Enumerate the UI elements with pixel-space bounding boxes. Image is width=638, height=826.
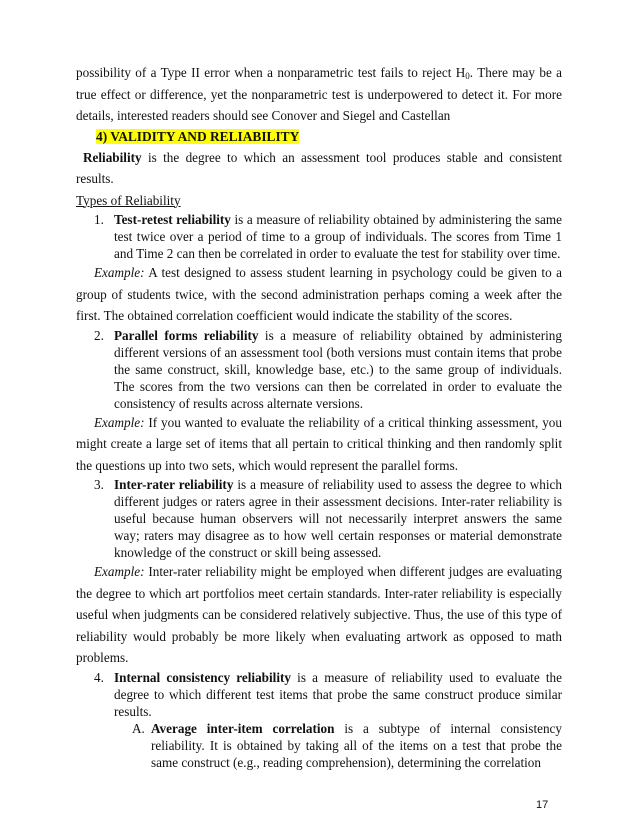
example-label: Example: — [94, 265, 145, 280]
item-text: is a measure of reliability obtained by administering different versions of an assessment tool (both versions must contain items that probe the same construct, skill, knowledge base, etc.) to the same group of individuals. The scores from the two versions can then be correlated in order to evaluate the consistency of results across alternate versions. — [114, 327, 562, 411]
reliability-item-1 — [76, 211, 562, 262]
document-page — [76, 62, 562, 771]
example-text: If you wanted to evaluate the reliability of a critical thinking assessment, you might create a large set of items that all pertain to critical thinking and then randomly split the questions up into two sets, which would represent the parallel forms. — [76, 414, 562, 473]
example-text: A test designed to assess student learning in psychology could be given to a group of students twice, with the second administration perhaps coming a week after the first. The obtained correlation coefficient would indicate the stability of the scores. — [76, 265, 562, 323]
reliability-item-2 — [76, 327, 562, 412]
example-label: Example: — [94, 564, 145, 579]
reliability-item-4 — [76, 669, 562, 720]
reliability-item-3 — [76, 476, 562, 561]
subitem-term: Average inter-item correlation — [151, 720, 335, 736]
item-term: Parallel forms reliability — [114, 327, 259, 343]
reliability-subitem-a — [76, 720, 562, 771]
intro-text-continued: . There may be a true effect or difference, yet the nonparametric test is underpowered to detect it. For more details, interested readers should see Conover and Siegel and Castellan — [76, 65, 562, 123]
intro-text: possibility of a Type II error when a nonparametric test fails to reject H — [76, 65, 466, 80]
item-term: Internal consistency reliability — [114, 669, 291, 685]
item-term: Test-retest reliability — [114, 212, 231, 227]
item-text: is a measure of reliability used to assess the degree to which different judges or raters agree in their assessment decisions. Inter-rater reliability is useful because human observers will not necessarily interpret answers the same way; raters may disagree as to how well certain responses or material demonstrate knowledge of the construct or skill being assessed. — [114, 477, 562, 560]
subitem-letter: A. — [132, 720, 145, 736]
example-text: Inter-rater reliability might be employed when different judges are evaluating the degree to which art portfolios meet certain standards. Inter-rater reliability is especially useful when judgments can be considered relatively subjective. Thus, the use of this type of reliability would probably be more likely when evaluating artwork as opposed to math problems. — [76, 564, 562, 665]
item-number: 1. — [94, 212, 104, 227]
definition-text: is the degree to which an assessment tool produces stable and consistent results. — [76, 149, 562, 186]
reliability-definition — [76, 147, 562, 190]
example-1 — [76, 262, 562, 327]
section-heading — [76, 127, 562, 147]
item-number: 3. — [94, 477, 104, 492]
item-text: is a measure of reliability obtained by administering the same test twice over a period of time to a group of individuals. The scores from Time 1 and Time 2 can then be correlated in order to evaluate the test for stability over time. — [114, 212, 562, 261]
page-number: 17 — [536, 799, 549, 811]
item-number: 2. — [94, 327, 104, 343]
subitem-text: is a subtype of internal consistency reliability. It is obtained by taking all of the items on a test that probe the same construct (e.g., reading comprehension), determining the correlation — [151, 720, 562, 770]
example-label: Example: — [94, 414, 145, 430]
section-heading-text: 4) VALIDITY AND RELIABILITY — [96, 128, 300, 144]
h0-subscript: 0 — [465, 71, 470, 81]
item-text: is a measure of reliability used to evaluate the degree to which different test items that probe the same construct produce similar results. — [114, 669, 563, 719]
example-2 — [76, 412, 562, 477]
definition-term: Reliability — [83, 149, 142, 165]
item-number: 4. — [94, 669, 104, 685]
example-3 — [76, 561, 562, 669]
intro-paragraph — [76, 62, 562, 127]
types-of-reliability-title: Types of Reliability — [76, 192, 181, 208]
item-term: Inter-rater reliability — [114, 477, 234, 492]
